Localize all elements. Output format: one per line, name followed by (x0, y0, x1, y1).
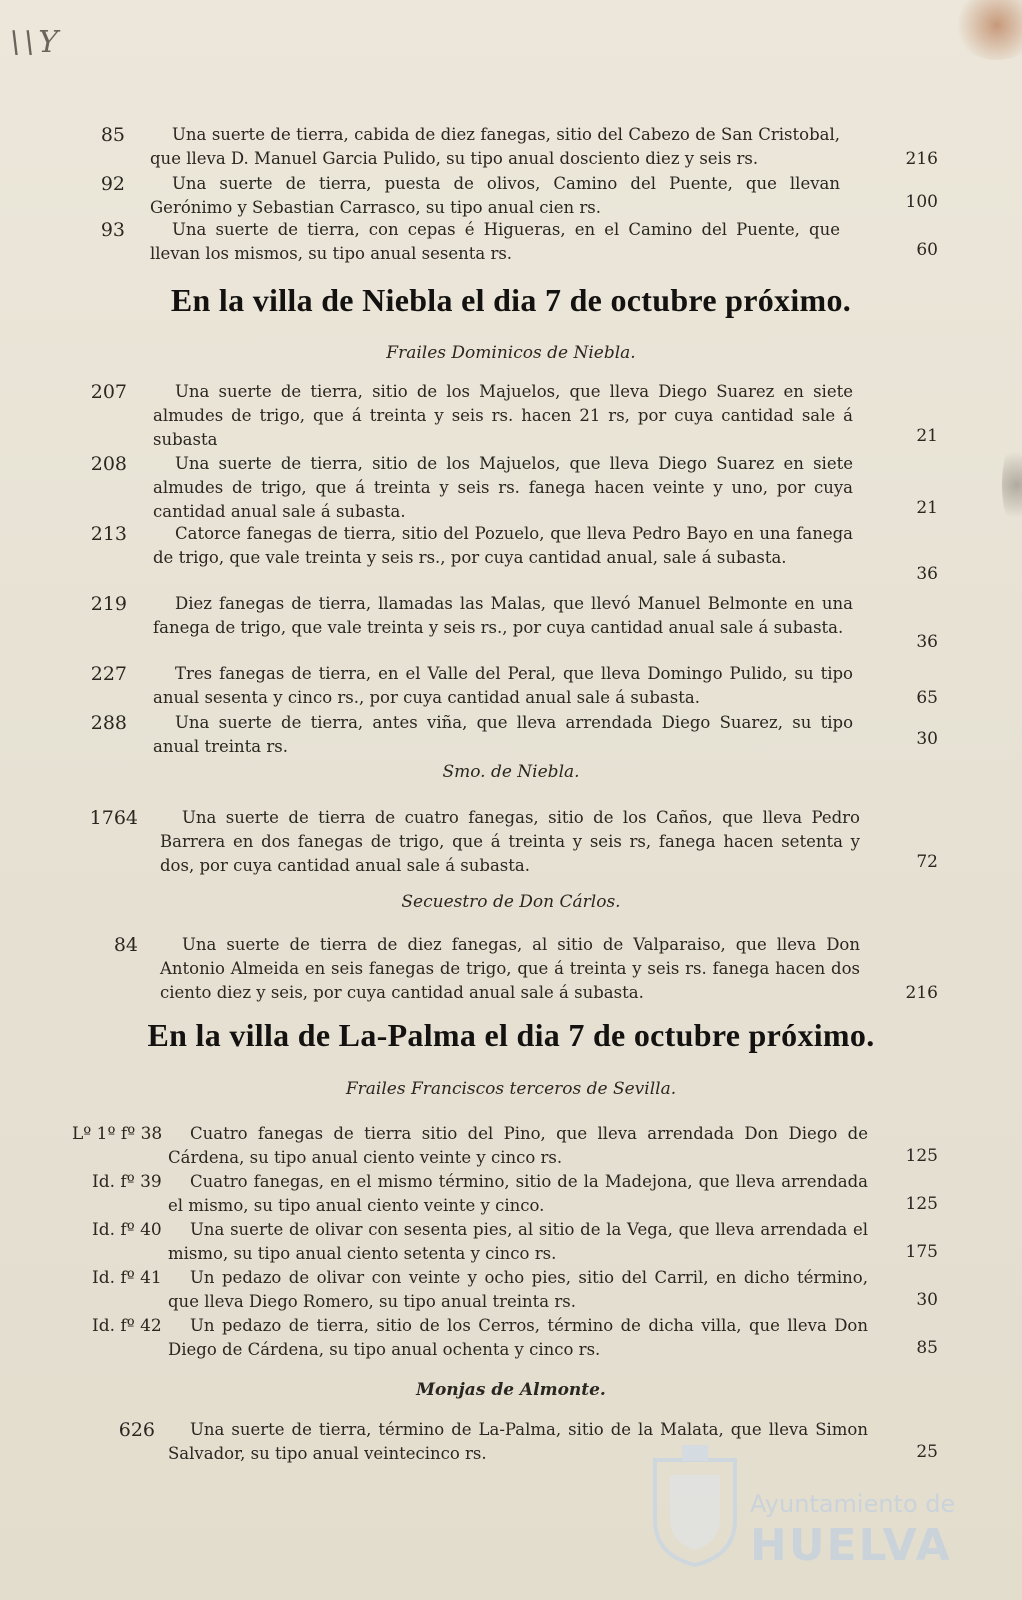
paper-stain (1002, 440, 1022, 530)
entry-number: 93 (100, 219, 125, 241)
entry-text: Una suerte de tierra de diez fanegas, al sitio de Valparaiso, que lleva Don Antonio Almeida en seis fanegas de trigo, que á treinta y seis rs. fanega hacen dos ciento diez y seis, por cuya cantidad anual sale á subasta. (160, 935, 860, 1002)
entry-value: 65 (916, 688, 938, 708)
paper-stain (952, 0, 1022, 60)
entry-number: Id. fº 40 (92, 1220, 162, 1240)
entry-number: 84 (113, 934, 138, 956)
entry-text: Una suerte de olivar con sesenta pies, al sitio de la Vega, que lleva arrendada el mismo, su tipo anual ciento setenta y cinco rs. (168, 1220, 868, 1263)
section-heading: En la villa de La-Palma el dia 7 de octubre próximo. (147, 1017, 875, 1053)
entry-value: 125 (905, 1146, 938, 1166)
watermark-line1: Ayuntamiento de (750, 1490, 956, 1518)
entry-value: 21 (916, 426, 938, 446)
entry-value: 60 (916, 240, 938, 260)
entry-value: 125 (905, 1194, 938, 1214)
entry-value: 72 (916, 852, 938, 872)
entry-text: Un pedazo de tierra, sitio de los Cerros, término de dicha villa, que lleva Don Diego de Cárdena, su tipo anual ochenta y cinco rs. (168, 1316, 868, 1359)
entry-number: Lº 1º fº 38 (72, 1124, 163, 1144)
entry-text: Cuatro fanegas de tierra sitio del Pino, que lleva arrendada Don Diego de Cárdena, su tipo anual ciento veinte y cinco rs. (168, 1124, 868, 1167)
entry-value: 216 (905, 149, 938, 169)
entry-value: 30 (916, 1290, 938, 1310)
entry-text: Catorce fanegas de tierra, sitio del Pozuelo, que lleva Pedro Bayo en una fanega de trigo, que vale treinta y seis rs., por cuya cantidad anual, sale á subasta. (153, 524, 853, 567)
entry-text: Una suerte de tierra, antes viña, que lleva arrendada Diego Suarez, su tipo anual treinta rs. (153, 713, 853, 756)
section-subheading: Monjas de Almonte. (416, 1380, 606, 1400)
entry-value: 30 (916, 729, 938, 749)
watermark (740, 1490, 1010, 1580)
entry-text: Una suerte de tierra, con cepas é Higueras, en el Camino del Puente, que llevan los mismos, su tipo anual sesenta rs. (150, 220, 840, 263)
section-subheading: Smo. de Niebla. (442, 762, 580, 782)
watermark-line2: HUELVA (750, 1520, 952, 1571)
entry-value: 25 (916, 1442, 938, 1462)
entry-value: 175 (905, 1242, 938, 1262)
entry-text: Una suerte de tierra, cabida de diez fanegas, sitio del Cabezo de San Cristobal, que lleva D. Manuel Garcia Pulido, su tipo anual dosciento diez y seis rs. (150, 125, 840, 168)
entry-text: Tres fanegas de tierra, en el Valle del Peral, que lleva Domingo Pulido, su tipo anual sesenta y cinco rs., por cuya cantidad anual sale á subasta. (153, 664, 853, 707)
entry-number: Id. fº 41 (92, 1268, 162, 1288)
watermark-seal-icon (640, 1440, 750, 1570)
entry-number: 208 (90, 453, 127, 475)
entry-number: 219 (90, 593, 127, 615)
entry-number: Id. fº 42 (92, 1316, 162, 1336)
entry-text: Un pedazo de olivar con veinte y ocho pies, sitio del Carril, en dicho término, que lleva Diego Romero, su tipo anual treinta rs. (168, 1268, 868, 1311)
entry-number: 288 (90, 712, 127, 734)
section-subheading: Frailes Dominicos de Niebla. (386, 343, 636, 363)
entry-value: 21 (916, 498, 938, 518)
entry-number: 85 (100, 124, 125, 146)
entry-text: Una suerte de tierra de cuatro fanegas, sitio de los Caños, que lleva Pedro Barrera en dos fanegas de trigo, que á treinta y seis rs, fanega hacen setenta y dos, por cuya cantidad anual sale á subasta. (160, 808, 860, 875)
entry-number: 92 (100, 173, 125, 195)
entry-text: Una suerte de tierra, sitio de los Majuelos, que lleva Diego Suarez en siete almudes de trigo, que á treinta y seis rs. hacen 21 rs, por cuya cantidad sale á subasta (153, 382, 853, 449)
section-heading: En la villa de Niebla el dia 7 de octubre próximo. (170, 282, 852, 318)
entry-text: Cuatro fanegas, en el mismo término, sitio de la Madejona, que lleva arrendada el mismo, su tipo anual ciento veinte y cinco. (168, 1172, 868, 1215)
entry-number: Id. fº 39 (92, 1172, 162, 1192)
entry-text: Una suerte de tierra, sitio de los Majuelos, que lleva Diego Suarez en siete almudes de trigo, que á treinta y seis rs. fanega hacen veinte y uno, por cuya cantidad anual sale á subasta. (153, 454, 853, 521)
entry-number: 213 (90, 523, 127, 545)
handwritten-mark: \\Y (10, 25, 63, 60)
section-subheading: Secuestro de Don Cárlos. (401, 892, 621, 912)
entry-text: Una suerte de tierra, término de La-Palma, sitio de la Malata, que lleva Simon Salvador, su tipo anual veintecinco rs. (168, 1420, 868, 1463)
entry-number: 227 (90, 663, 127, 685)
entry-value: 36 (916, 564, 938, 584)
entry-number: 626 (118, 1419, 155, 1441)
entry-number: 207 (90, 381, 127, 403)
entry-text: Diez fanegas de tierra, llamadas las Malas, que llevó Manuel Belmonte en una fanega de trigo, que vale treinta y seis rs., por cuya cantidad anual sale á subasta. (153, 594, 853, 637)
entry-text: Una suerte de tierra, puesta de olivos, Camino del Puente, que llevan Gerónimo y Sebastian Carrasco, su tipo anual cien rs. (150, 174, 840, 217)
entry-number: 1764 (89, 807, 138, 829)
entry-value: 100 (905, 192, 938, 212)
entry-value: 216 (905, 983, 938, 1003)
section-subheading: Frailes Franciscos terceros de Sevilla. (345, 1079, 677, 1099)
entry-value: 85 (916, 1338, 938, 1358)
entry-value: 36 (916, 632, 938, 652)
